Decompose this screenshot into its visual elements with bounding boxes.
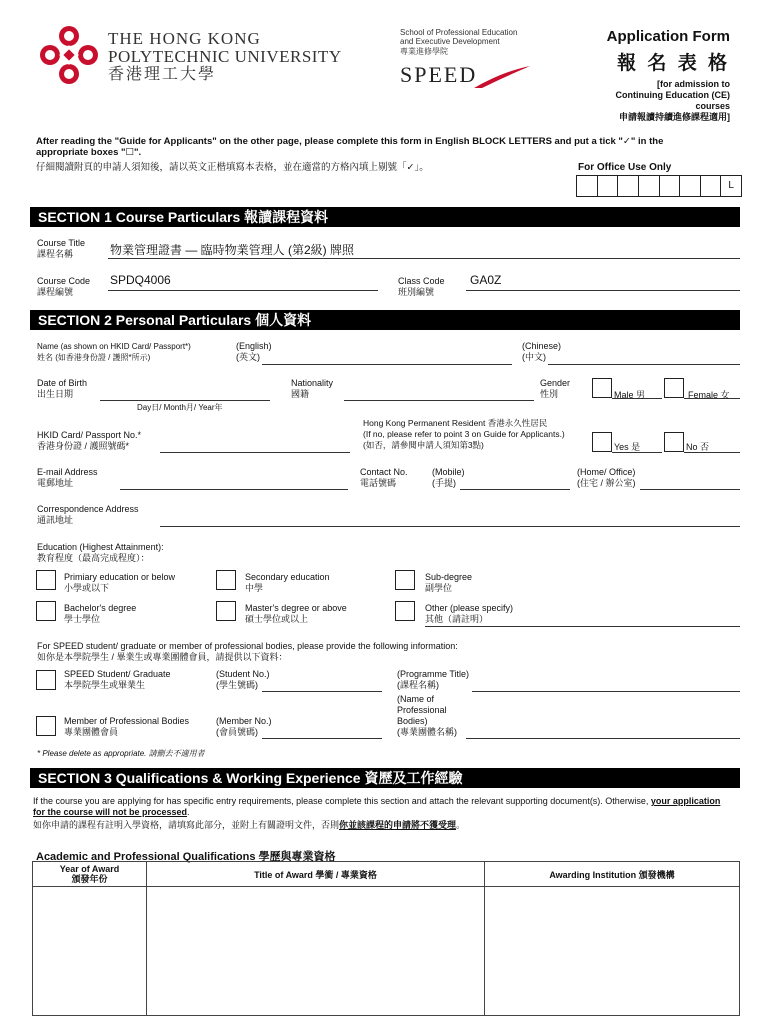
course-title-line [108,258,740,259]
section3-intro-en [33,796,723,818]
year-cell[interactable] [32,886,147,1016]
instructions-zh: 仔細閱讀附頁的申請人須知後，請以英文正楷填寫本表格，並在適當的方格內填上剔號「✓」。 [36,162,429,173]
dob-hint: Day日/ Month月/ Year年 [137,403,223,412]
section3-intro-zh [33,820,723,831]
programme-input[interactable] [472,691,740,692]
english-name-input[interactable] [262,364,512,365]
col-inst-header [484,861,740,887]
edu-other-input[interactable] [425,626,740,627]
class-code-label: Class Code 班別編號 [398,276,445,297]
col-year-header [32,861,147,887]
hkpr-label: Hong Kong Permanent Resident 香港永久性居民 (If no, please refer to point 3 on Guide for Applicants.) (如否，請參閱申請人須知第3點) [363,418,565,450]
course-code-line [108,290,378,291]
student-no-label: (Student No.) (學生號碼) [216,669,270,690]
nationality-label: Nationality 國籍 [291,378,334,399]
section3-header: SECTION 3 Qualifications & Working Experience 資歷及工作經驗 [30,768,740,788]
name-label: Name (as shown on HKID Card/ Passport*) 姓名 (如香港身份證 / 護照*所示) [37,342,191,362]
section3-intro-zh-end: 。 [456,820,466,830]
member-checkbox[interactable] [36,716,56,736]
edu-secondary-checkbox[interactable] [216,570,236,590]
email-input[interactable] [120,489,348,490]
qualifications-table [32,861,740,1016]
course-title-label: Course Title 課程名稱 [37,238,86,259]
hkid-input[interactable] [160,452,350,453]
home-input[interactable] [640,489,740,490]
address-input[interactable] [160,526,740,527]
education-label: Education (Highest Attainment): 教育程度（最高完成程度）： [37,542,164,563]
edu-primary-label: Primiary education or below 小學或以下 [64,572,176,593]
dob-input[interactable] [100,400,270,401]
speed-student-label: SPEED Student/ Graduate 本學院學生或畢業生 [64,669,171,690]
yes-checkbox[interactable] [592,432,612,452]
col-title-header [146,861,485,887]
course-title-value[interactable]: 物業管理證書 — 臨時物業管理人 (第2級) 牌照 [110,243,355,257]
mobile-input[interactable] [460,489,570,490]
form-title-zh: 報 名 表 格 [617,53,730,74]
male-label: Male 男 [614,390,646,400]
section3-intro-en-text: If the course you are applying for has specific entry requirements, please complete this section and attach the relevant supporting document(s). Otherwise, [33,796,651,806]
member-no-input[interactable] [262,738,382,739]
delete-note: * Please delete as appropriate. 請刪去不適用者 [37,749,205,758]
aq-title: Academic and Professional Qualifications 學歷與專業資格 [36,851,336,863]
female-label: Female 女 [688,390,730,400]
instructions-en: After reading the "Guide for Applicants" on the other page, please complete this form in English BLOCK LETTERS and put a tick "✓" in the appropriate boxes "☐". [36,136,664,158]
university-name-zh: 香港理工大學 [108,66,217,83]
section3-intro-zh-text: 如你申請的課程有註明入學資格，請填寫此部分，並附上有關證明文件，否則 [33,820,340,830]
institution-cell[interactable] [484,886,740,1016]
speed-logo-text: SPEED [400,62,478,87]
body-name-label: (Name of Professional Bodies) (專業團體名稱) [397,694,457,737]
section3-intro-en-end: . [187,807,190,817]
office-use-grid [576,175,742,197]
programme-label: (Programme Title) (課程名稱) [397,669,470,690]
edu-other-checkbox[interactable] [395,601,415,621]
school-name-en: School of Professional Education and Executive Development [400,28,518,46]
edu-master-checkbox[interactable] [216,601,236,621]
address-label: Correspondence Address 通訊地址 [37,504,139,525]
chinese-name-label: (Chinese) (中文) [522,341,562,362]
section2-header: SECTION 2 Personal Particulars 個人資料 [30,310,740,330]
english-name-label: (English) (英文) [236,341,272,362]
edu-subdegree-checkbox[interactable] [395,570,415,590]
member-label: Member of Professional Bodies 專業團體會員 [64,716,190,737]
edu-master-label: Master's degree or above 碩士學位或以上 [245,603,347,624]
form-title [560,28,730,123]
hkid-label: HKID Card/ Passport No.* 香港身份證 / 護照號碼* [37,430,142,451]
male-checkbox[interactable] [592,378,612,398]
nationality-input[interactable] [344,400,534,401]
section3-intro-zh-emphasis: 你並該課程的申請將不獲受理 [339,820,457,830]
course-code-label: Course Code 課程編號 [37,276,91,297]
course-code-value[interactable]: SPDQ4006 [110,273,171,287]
student-no-input[interactable] [262,691,382,692]
office-use-label: For Office Use Only [578,162,672,173]
email-label: E-mail Address 電郵地址 [37,467,98,488]
edu-other-label: Other (please specify) 其他（請註明） [425,603,514,624]
yes-label: Yes 是 [614,442,641,452]
home-label: (Home/ Office) (住宅 / 辦公室) [577,467,636,488]
body-name-input[interactable] [466,738,740,739]
gender-label: Gender 性別 [540,378,571,399]
edu-secondary-label: Secondary education 中學 [245,572,330,593]
no-checkbox[interactable] [664,432,684,452]
title-cell[interactable] [146,886,485,1016]
chinese-name-input[interactable] [548,364,740,365]
class-code-line [466,290,740,291]
female-checkbox[interactable] [664,378,684,398]
col-inst-header-text: Awarding Institution 頒發機構 [549,869,675,880]
university-name-en-2: POLYTECHNIC UNIVERSITY [108,47,342,66]
section1-header: SECTION 1 Course Particulars 報讀課程資料 [30,207,740,227]
edu-bachelor-label: Bachelor's degree 學士學位 [64,603,137,624]
office-use-letter: L [728,180,734,191]
section3-intro-en-emphasis: your application for the course will not be processed [33,796,721,817]
mobile-label: (Mobile) (手提) [432,467,465,488]
contact-label: Contact No. 電話號碼 [360,467,408,488]
edu-primary-checkbox[interactable] [36,570,56,590]
speed-intro: For SPEED student/ graduate or member of professional bodies, please provide the following information: 如你是本學院學生 / 畢業生或專業團體會員，請提供以下資料： [37,641,458,662]
form-subtitle: [for admission to Continuing Education (CE) courses 申請報讀持續進修課程適用] [615,79,730,122]
edu-bachelor-checkbox[interactable] [36,601,56,621]
university-name [108,30,388,84]
col-title-header-text: Title of Award 學衝 / 專業資格 [254,869,377,880]
polyu-logo [38,24,100,86]
no-label: No 否 [686,442,710,452]
edu-subdegree-label: Sub-degree 副學位 [425,572,473,593]
class-code-value[interactable]: GA0Z [470,273,502,287]
col-year-header-text: Year of Award 頒發年份 [59,864,120,884]
university-name-en-1: THE HONG KONG [108,29,261,48]
dob-label: Date of Birth 出生日期 [37,378,88,399]
form-title-en: Application Form [606,28,730,45]
member-no-label: (Member No.) (會員號碼) [216,716,272,737]
speed-logo [400,62,535,92]
school-name-zh: 專業進修學院 [400,47,448,56]
speed-student-checkbox[interactable] [36,670,56,690]
